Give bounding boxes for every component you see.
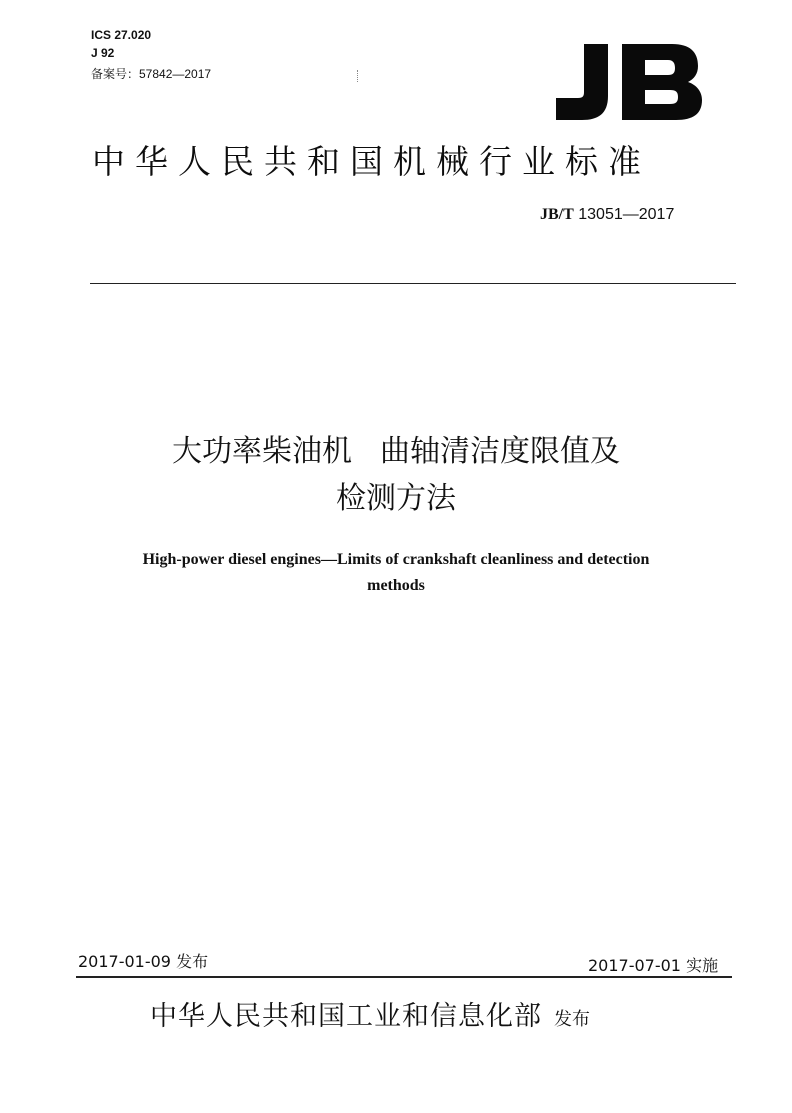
title-cn-line1 — [0, 434, 792, 470]
organization-title: 中华人民共和国机械行业标准 — [92, 142, 651, 181]
standard-prefix: JB/T — [540, 206, 574, 223]
record-number: 备案号：57842—2017 — [91, 67, 212, 81]
footer-divider — [76, 976, 732, 978]
publisher — [150, 1000, 590, 1037]
title-en-line2: methods — [367, 577, 425, 594]
standard-code: 13051—2017 — [578, 206, 675, 223]
ics-code: ICS 27.020 — [91, 28, 152, 42]
title-cn-line1-part2: 曲轴清洁度限值及 — [380, 434, 620, 469]
publisher-suffix: 发布 — [554, 1009, 590, 1030]
header-divider — [90, 283, 736, 284]
scan-mark — [357, 70, 359, 82]
title-cn-line1-part1: 大功率柴油机 — [172, 434, 352, 469]
issue-date: 2017-01-09 发布 — [78, 952, 209, 971]
jb-logo — [548, 40, 708, 122]
standard-number — [540, 205, 674, 225]
implementation-date: 2017-07-01 实施 — [588, 956, 719, 975]
title-en-line1: High-power diesel engines—Limits of crankshaft cleanliness and detection — [142, 551, 650, 568]
jb-logo-graphic — [548, 40, 708, 122]
title-cn-line2: 检测方法 — [336, 481, 456, 516]
publisher-name: 中华人民共和国工业和信息化部 — [150, 1001, 542, 1032]
classification-code: J 92 — [91, 46, 115, 60]
